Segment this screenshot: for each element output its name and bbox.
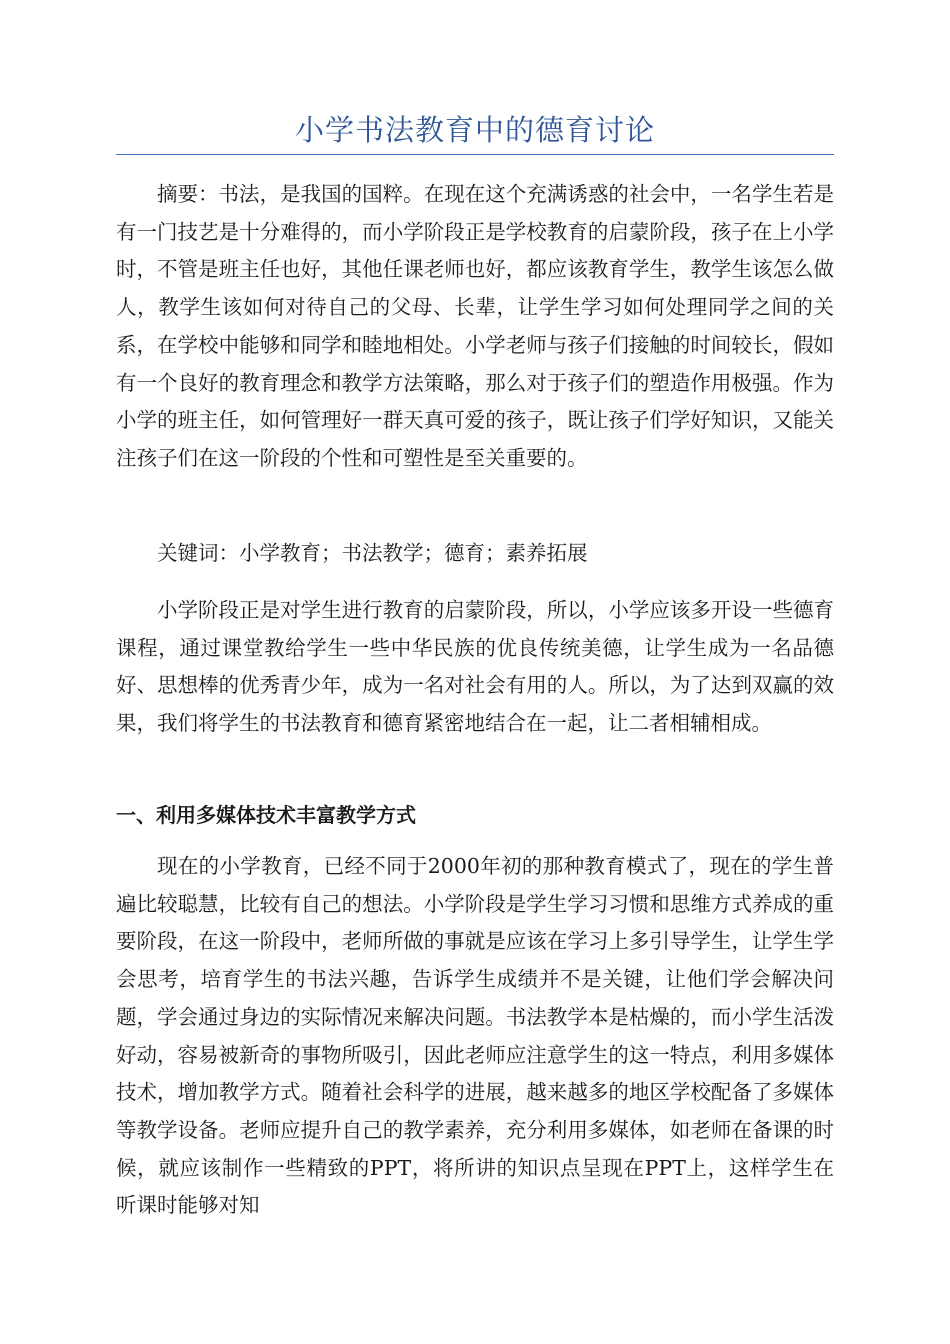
title-underline — [116, 154, 834, 155]
keywords-paragraph: 关键词：小学教育；书法教学；德育；素养拓展 — [157, 541, 588, 565]
section-body-paragraph: 现在的小学教育，已经不同于2000年初的那种教育模式了，现在的学生普遍比较聪慧，比较有自己的想法。小学阶段是学生学习习惯和思维方式养成的重要阶段，在这一阶段中，老师所做的事就是应该在学习上多引导学生，让学生学会思考，培育学生的书法兴趣，告诉学生成绩并不是关键，让他们学会解决问题，学会通过身边的实际情况来解决问题。书法教学本是枯燥的，而小学生活泼好动，容易被新奇的事物所吸引，因此老师应注意学生的这一特点，利用多媒体技术，增加教学方式。随着社会科学的进展，越来越多的地区学校配备了多媒体等教学设备。老师应提升自己的教学素养，充分利用多媒体，如老师在备课的时候，就应该制作一些精致的PPT，将所讲的知识点呈现在PPT上，这样学生在听课时能够对知 — [116, 854, 834, 1218]
abstract-paragraph: 摘要：书法，是我国的国粹。在现在这个充满诱惑的社会中，一名学生若是有一门技艺是十分难得的，而小学阶段正是学校教育的启蒙阶段，孩子在上小学时，不管是班主任也好，其他任课老师也好，都应该教育学生，教学生该怎么做人，教学生该如何对待自己的父母、长辈，让学生学习如何处理同学之间的关系，在学校中能够和同学和睦地相处。小学老师与孩子们接触的时间较长，假如有一个良好的教育理念和教学方法策略，那么对于孩子们的塑造作用极强。作为小学的班主任，如何管理好一群天真可爱的孩子，既让孩子们学好知识，又能关注孩子们在这一阶段的个性和可塑性是至关重要的。 — [116, 182, 834, 470]
section-heading: 一、利用多媒体技术丰富教学方式 — [116, 803, 416, 827]
intro-paragraph: 小学阶段正是对学生进行教育的启蒙阶段，所以，小学应该多开设一些德育课程，通过课堂教给学生一些中华民族的优良传统美德，让学生成为一名品德好、思想棒的优秀青少年，成为一名对社会有用的人。所以，为了达到双赢的效果，我们将学生的书法教育和德育紧密地结合在一起，让二者相辅相成。 — [116, 598, 834, 736]
document-title: 小学书法教育中的德育讨论 — [294, 113, 655, 147]
